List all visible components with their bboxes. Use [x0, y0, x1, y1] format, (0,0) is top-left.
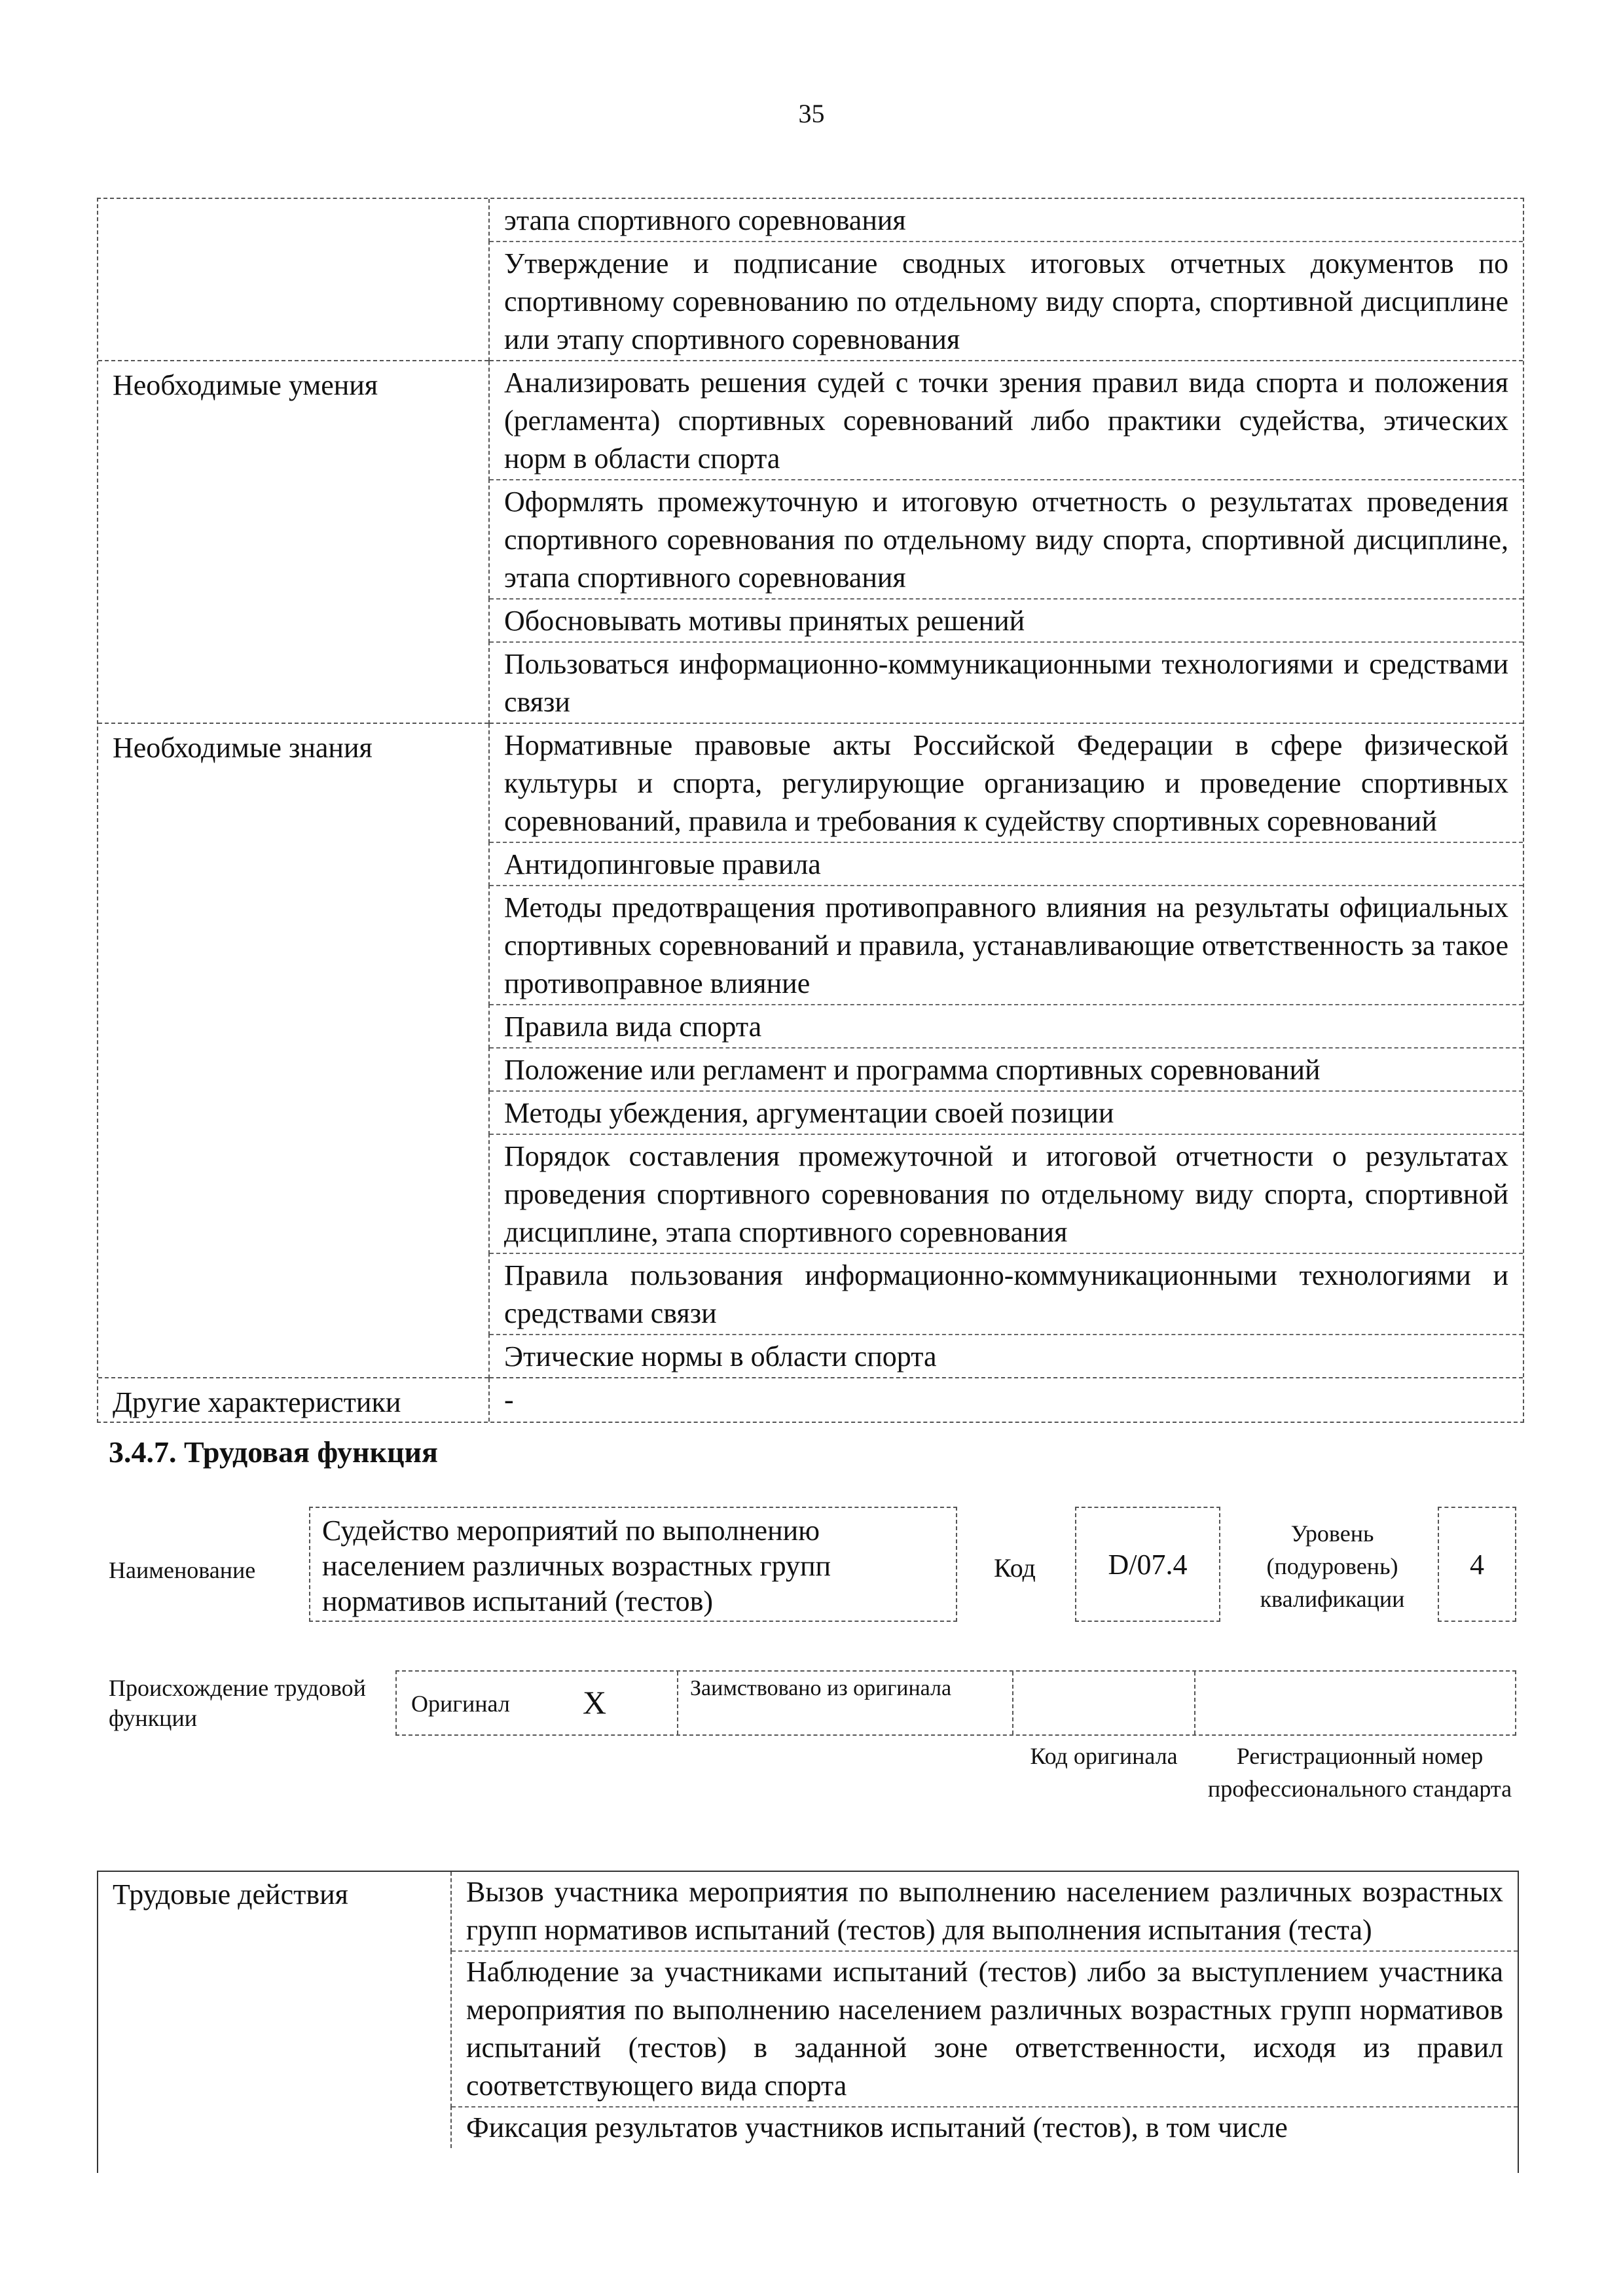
- table-cell: Положение или регламент и программа спортивных соревнований: [489, 1048, 1523, 1091]
- row-label-continuation: [98, 199, 489, 361]
- original-cell: [397, 1672, 678, 1734]
- section-heading: 3.4.7. Трудовая функция: [109, 1435, 438, 1469]
- table-cell: Обосновывать мотивы принятых решений: [489, 599, 1523, 642]
- table-cell: Анализировать решения судей с точки зрения правил вида спорта и положения (регламента) спортивных соревнований либо практики судейства, этических норм в области спорта: [489, 361, 1523, 480]
- level-label: Уровень (подуровень) квалификации: [1260, 1520, 1405, 1612]
- function-code-field: D/07.4: [1075, 1507, 1220, 1622]
- original-label: Оригинал: [411, 1691, 510, 1717]
- labor-actions-table: [97, 1871, 1519, 2173]
- reg-number-field: [1195, 1672, 1515, 1734]
- code-label: Код: [994, 1553, 1036, 1583]
- borrowed-label: Заимствовано из оригинала: [678, 1672, 1013, 1734]
- code-original-field: [1013, 1672, 1195, 1734]
- table-cell: Утверждение и подписание сводных итоговых отчетных документов по спортивному соревнованию по отдельному виду спорта, спортивной дисциплине или этапу спортивного соревнования: [489, 242, 1523, 361]
- table-cell: Наблюдение за участниками испытаний (тестов) либо за выступлением участника мероприятия по выполнению населением различных возрастных групп нормативов испытаний (тестов) в заданной зоне ответственности, исходя из правил соответствующего вида спорта: [451, 1951, 1518, 2107]
- table-cell: -: [489, 1378, 1523, 1422]
- reg-number-label: Регистрационный номер профессионального стандарта: [1207, 1743, 1512, 1802]
- table-cell: Правила пользования информационно-коммуникационными технологиями и средствами связи: [489, 1253, 1523, 1335]
- origin-row: [395, 1670, 1516, 1736]
- row-label-skills: Необходимые умения: [98, 361, 489, 723]
- table-cell: Фиксация результатов участников испытаний (тестов), в том числе: [451, 2107, 1518, 2148]
- table-cell: Нормативные правовые акты Российской Федерации в сфере физической культуры и спорта, регулирующие организацию и проведение спортивных соревнований, правила и требования к судейству спортивных соревнований: [489, 723, 1523, 842]
- table-cell: Методы предотвращения противоправного влияния на результаты официальных спортивных соревнований и правила, устанавливающие ответственность за такое противоправное влияние: [489, 886, 1523, 1005]
- requirements-table: [97, 198, 1524, 1423]
- original-mark: X: [583, 1684, 607, 1721]
- table-cell: Правила вида спорта: [489, 1005, 1523, 1048]
- table-cell: Вызов участника мероприятия по выполнению населением различных возрастных групп нормативов испытаний (тестов) для выполнения испытания (теста): [466, 1876, 1503, 1946]
- table-cell: Пользоваться информационно-коммуникационными технологиями и средствами связи: [489, 642, 1523, 723]
- table-cell: этапа спортивного соревнования: [504, 204, 906, 236]
- level-field: 4: [1438, 1507, 1516, 1622]
- table-cell: Антидопинговые правила: [489, 842, 1523, 886]
- code-original-label: Код оригинала: [1030, 1743, 1178, 1769]
- name-label: Наименование: [109, 1557, 256, 1583]
- table-cell: Этические нормы в области спорта: [489, 1335, 1523, 1378]
- table-cell: Оформлять промежуточную и итоговую отчетность о результатах проведения спортивного соревнования по отдельному виду спорта, спортивной дисциплине, этапа спортивного соревнования: [489, 480, 1523, 599]
- page-number: 35: [798, 99, 825, 128]
- row-label-labor-actions: Трудовые действия: [98, 1872, 451, 2148]
- row-label-knowledge: Необходимые знания: [98, 723, 489, 1378]
- origin-label: Происхождение трудовой функции: [109, 1675, 366, 1731]
- row-label-other: Другие характеристики: [98, 1378, 489, 1422]
- table-cell: Методы убеждения, аргументации своей позиции: [489, 1091, 1523, 1134]
- function-name-field: Судейство мероприятий по выполнению населением различных возрастных групп нормативов испытаний (тестов): [309, 1507, 957, 1622]
- table-cell: Порядок составления промежуточной и итоговой отчетности о результатах проведения спортивного соревнования по отдельному виду спорта, спортивной дисциплине, этапа спортивного соревнования: [489, 1134, 1523, 1253]
